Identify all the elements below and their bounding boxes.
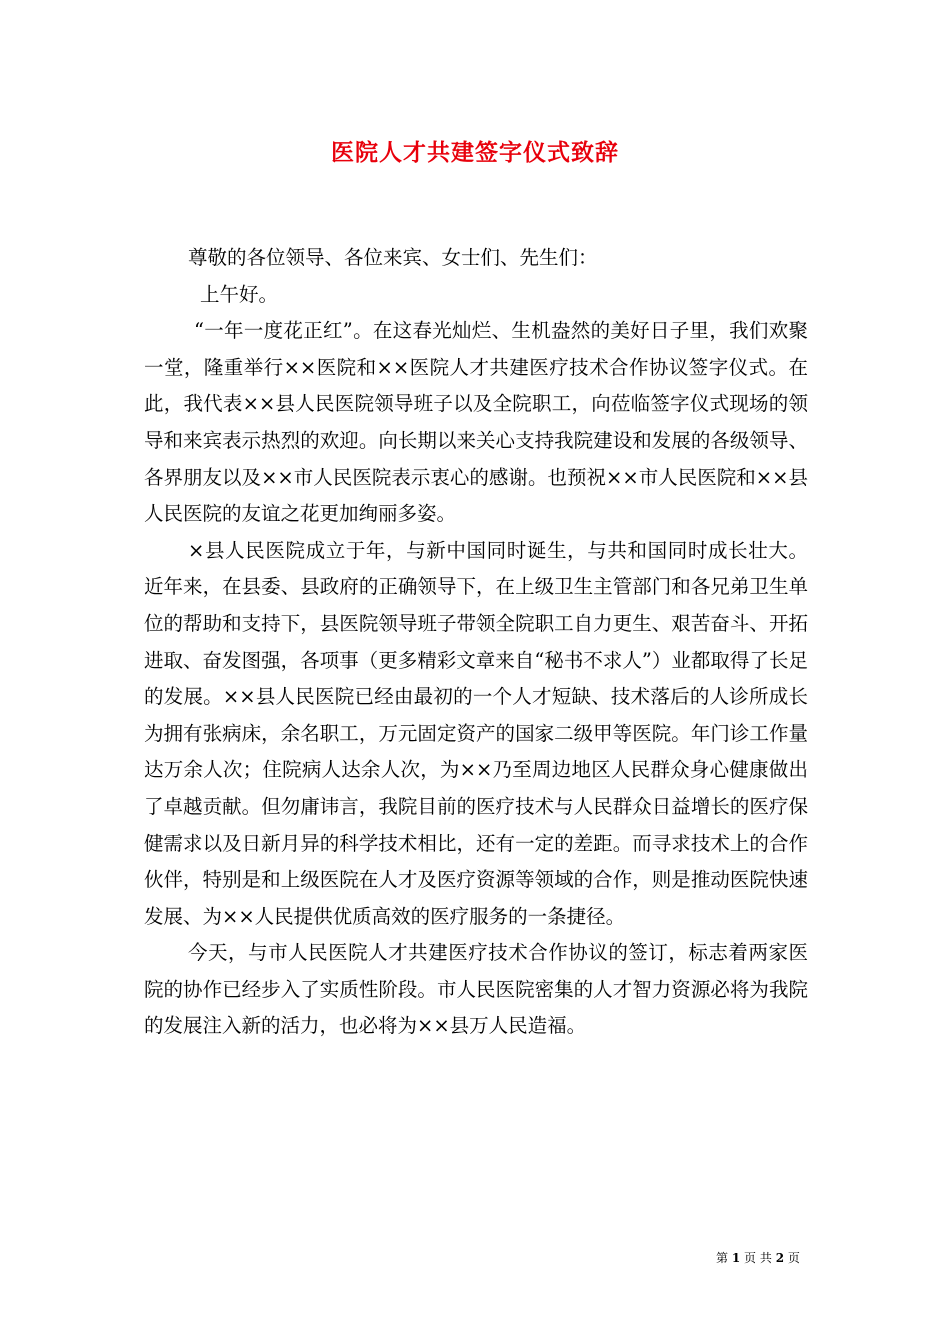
page-number-footer	[716, 1249, 800, 1266]
paragraph-3: 今天，与市人民医院人才共建医疗技术合作协议的签订，标志着两家医院的协作已经步入了实质性阶段。市人民医院密集的人才智力资源必将为我院的发展注入新的活力，也必将为××县万人民造福。	[144, 941, 808, 1038]
footer-middle: 页 共	[744, 1251, 772, 1265]
document-body	[144, 240, 808, 1045]
footer-current-page: 1	[731, 1251, 741, 1265]
paragraph-2: ×县人民医院成立于年，与新中国同时诞生，与共和国同时成长壮大。近年来，在县委、县政府的正确领导下，在上级卫生主管部门和各兄弟卫生单位的帮助和支持下，县医院领导班子带领全院职工自力更生、艰苦奋斗、开拓进取、奋发图强，各项事（更多精彩文章来自“秘书不求人”）业都取得了长足的发展。××县人民医院已经由最初的一个人才短缺、技术落后的人诊所成长为拥有张病床，余名职工，万元固定资产的国家二级甲等医院。年门诊工作量达万余人次；住院病人达余人次，为××乃至周边地区人民群众身心健康做出了卓越贡献。但勿庸讳言，我院目前的医疗技术与人民群众日益增长的医疗保健需求以及日新月异的科学技术相比，还有一定的差距。而寻求技术上的合作伙伴，特别是和上级医院在人才及医疗资源等领域的合作，则是推动医院快速发展、为××人民提供优质高效的医疗服务的一条捷径。	[144, 538, 808, 928]
greeting: 上午好。	[200, 282, 279, 306]
document-title: 医院人才共建签字仪式致辞	[331, 139, 619, 166]
paragraph-1: “一年一度花正红”。在这春光灿烂、生机盎然的美好日子里，我们欢聚一堂，隆重举行××医院和××医院人才共建医疗技术合作协议签字仪式。在此，我代表××县人民医院领导班子以及全院职工，向莅临签字仪式现场的领导和来宾表示热烈的欢迎。向长期以来关心支持我院建设和发展的各级领导、各界朋友以及××市人民医院表示衷心的感谢。也预祝××市人民医院和××县人民医院的友谊之花更加绚丽多姿。	[144, 319, 808, 526]
footer-suffix: 页	[787, 1251, 800, 1265]
footer-prefix: 第	[716, 1251, 729, 1265]
footer-total-pages: 2	[775, 1251, 785, 1265]
salutation: 尊敬的各位领导、各位来宾、女士们、先生们：	[188, 246, 598, 269]
